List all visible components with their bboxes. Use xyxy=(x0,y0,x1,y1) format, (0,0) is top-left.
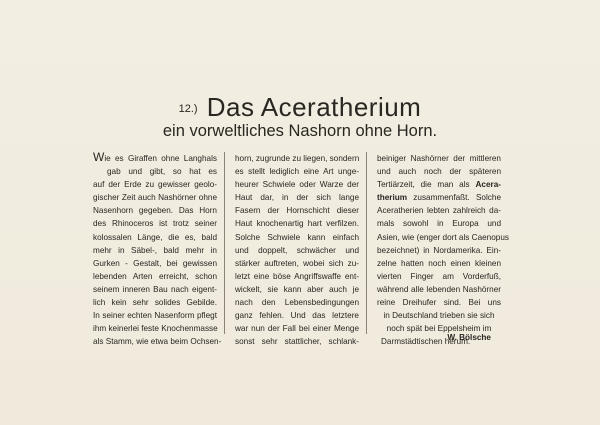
text-line: Solche Schwiele kann einfach xyxy=(235,232,359,242)
text-line: beiniger Nashörner der mittleren xyxy=(377,154,501,163)
text-line: Haut dar, in der sich lange xyxy=(235,193,359,203)
bold-term: Acera- xyxy=(475,180,501,190)
text-line: noch spät bei Eppelsheim im xyxy=(386,324,492,334)
text-line: ganz fehlen. Und das letztere xyxy=(235,311,359,321)
column-divider-1 xyxy=(224,152,225,334)
text-line: gab und gibt, so hat es xyxy=(107,167,217,177)
text-line: während alle lebenden Nashörner xyxy=(377,284,501,294)
text-line: als Stamm, wie etwa beim Ochsen- xyxy=(93,337,222,347)
text-line: bezeichnet) in Nordamerika. Ein- xyxy=(377,245,501,255)
page-subtitle: ein vorweltliches Nashorn ohne Horn. xyxy=(162,122,438,140)
text-line: es stellt lediglich eine Art unge- xyxy=(235,167,359,177)
text-line: Aceratherien lebten zahlreich da- xyxy=(377,206,501,216)
text-line: Nasenhorn gegeben. Das Horn xyxy=(93,206,217,216)
text-line: kolossalen Länge, die es, bald xyxy=(93,232,217,242)
text-line: Fasern der Hornschicht dieser xyxy=(235,206,359,216)
text-line: in Deutschland trieben sie sich xyxy=(383,311,495,321)
text-line: mals sowohl in Europa und xyxy=(377,219,501,229)
chapter-number: 12.) xyxy=(178,103,198,115)
text-column-2 xyxy=(235,152,360,347)
text-line: des Rhinoceros ist trotz seiner xyxy=(93,219,217,229)
text-line: heurer Schwiele oder Warze der xyxy=(235,180,359,190)
text-line: Haut knochenartig hart verfilzen. xyxy=(235,219,359,229)
text-line: Darmstädtischen herum. xyxy=(381,337,471,347)
text-line: lich kein sehr solides Gebilde. xyxy=(93,298,217,308)
text-line: nach den Lebensbedingungen xyxy=(235,298,359,308)
text-line: und doppelt, schwächer und xyxy=(235,245,359,255)
text-line: auf der Erde zu gewisser geolo- xyxy=(93,180,217,190)
text-line-part: Tertiärzeit, die man als xyxy=(377,180,470,190)
text-line: sonst sehr stattlicher, schlank- xyxy=(235,337,359,347)
text-column-1 xyxy=(93,150,222,347)
drop-cap: W xyxy=(93,150,105,164)
text-line xyxy=(377,178,501,191)
text-line: zelne hatten noch einen kleinen xyxy=(377,258,501,268)
text-line: Gurken - Gestalt, bei gewissen xyxy=(93,258,217,268)
text-line: horn, zugrunde zu liegen, sondern xyxy=(235,154,360,163)
page-title: Das Aceratherium xyxy=(206,92,422,122)
text-line-part: ie es Giraffen ohne Langhals xyxy=(104,154,217,163)
column-divider-2 xyxy=(366,152,367,334)
title-row xyxy=(0,92,600,123)
text-line: reine Dreihufer sind. Bei uns xyxy=(377,298,501,308)
text-line: stärker auftreten, wobei sich zu- xyxy=(235,258,359,268)
text-line: mehr in Säbel-, bald mehr in xyxy=(93,245,217,255)
author-signature: W. Bölsche xyxy=(447,333,491,342)
text-line: seinem inneren Bau nach eigent- xyxy=(93,284,217,294)
text-line: vierten Finger am Vorderfuß, xyxy=(377,271,501,281)
text-line xyxy=(93,152,217,165)
text-line: und auch noch der späteren xyxy=(377,167,501,177)
text-line-part: zusammenfaßt. Solche xyxy=(413,193,502,203)
text-line: gischer Zeit auch Nashörner ohne xyxy=(93,193,217,203)
text-line: ihm keinerlei feste Knochenmasse xyxy=(93,324,218,334)
text-line xyxy=(377,191,501,204)
text-line: lebenden Arten erreicht, schon xyxy=(93,271,217,281)
text-line: wickelt, sie kann aber auch je xyxy=(235,284,359,294)
text-line: Asien, wie (enger dort als Caenopus xyxy=(377,232,509,242)
text-line: war nun der Fall bei einer Menge xyxy=(235,324,359,334)
bold-term: therium xyxy=(377,193,408,203)
text-line: In seiner echten Nasenform pflegt xyxy=(93,311,217,321)
text-line: letzt eine böse Angriffswaffe ent- xyxy=(235,271,359,281)
